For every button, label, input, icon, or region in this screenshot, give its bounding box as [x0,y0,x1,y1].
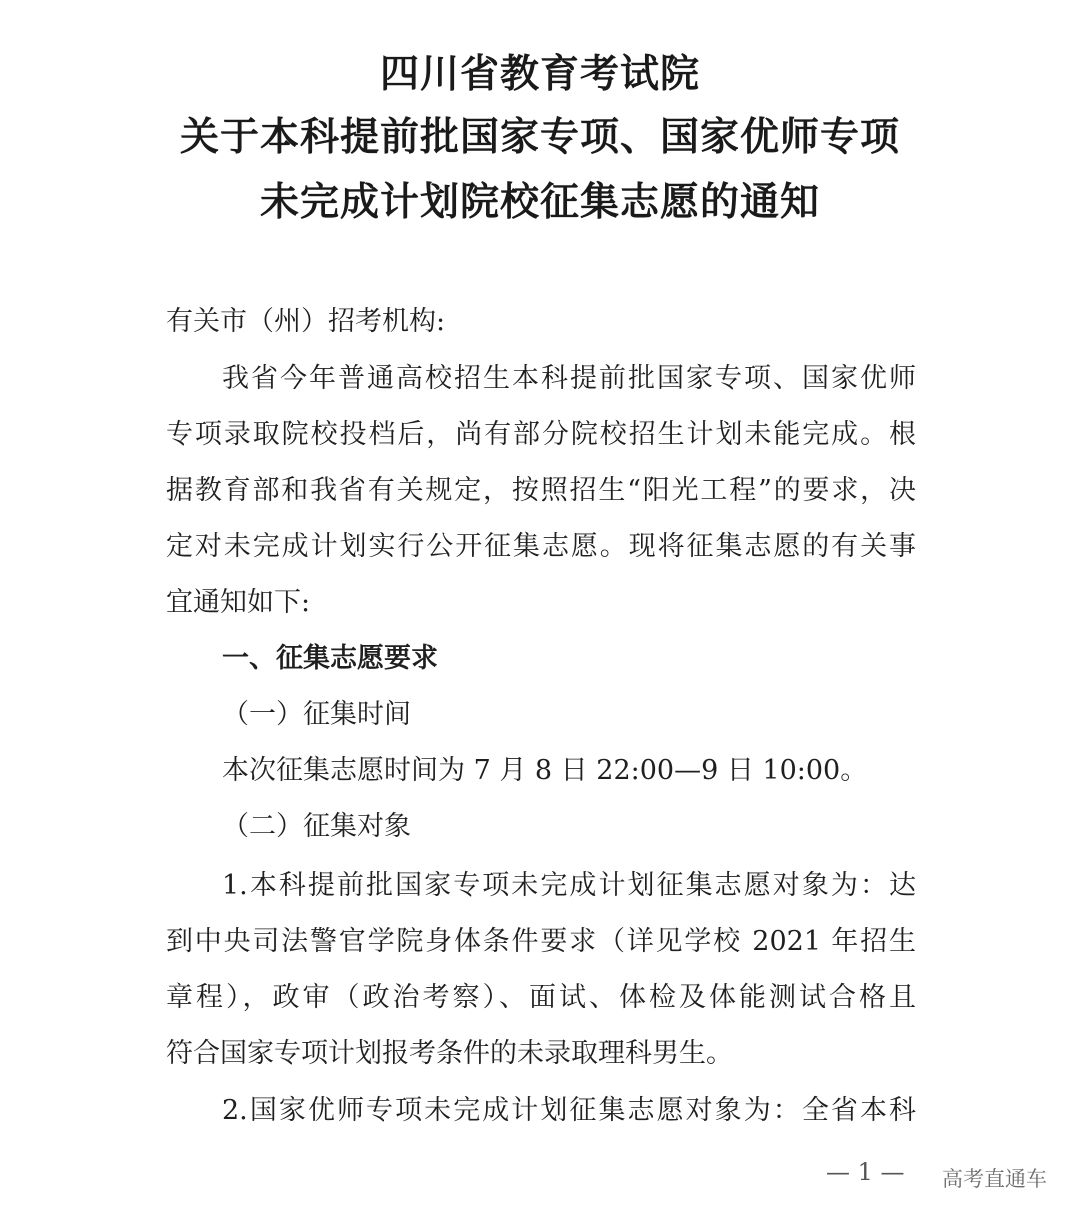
item-line: 符合国家专项计划报考条件的未录取理科男生。 [166,1038,733,1069]
watermark-brand: 高考直通车 [942,1167,1047,1191]
addressee: 有关市（州）招考机构: [166,306,446,337]
page-number: — 1 — [826,1158,905,1186]
intro-line: 定对未完成计划实行公开征集志愿。现将征集志愿的有关事 [166,531,916,562]
title-line-1: 四川省教育考试院 [379,52,700,97]
item-line: 1.本科提前批国家专项未完成计划征集志愿对象为：达 [222,870,916,901]
item-line: 到中央司法警官学院身体条件要求（详见学校 2021 年招生 [166,926,916,957]
title-line-3: 未完成计划院校征集志愿的通知 [259,180,820,225]
section-heading: 一、征集志愿要求 [222,643,438,674]
title-line-2: 关于本科提前批国家专项、国家优师专项 [179,115,900,160]
intro-line: 我省今年普通高校招生本科提前批国家专项、国家优师 [222,363,916,394]
item-line: 章程），政审（政治考察）、面试、体检及体能测试合格且 [166,982,916,1013]
subsection-heading: （二）征集对象 [222,811,411,842]
intro-line: 宜通知如下: [166,587,311,618]
collection-time-text: 本次征集志愿时间为 7 月 8 日 22:00—9 日 10:00。 [222,755,868,786]
intro-line: 据教育部和我省有关规定，按照招生“阳光工程”的要求，决 [166,475,916,506]
intro-line: 专项录取院校投档后，尚有部分院校招生计划未能完成。根 [166,419,916,450]
subsection-heading: （一）征集时间 [222,699,411,730]
item-2-line: 2.国家优师专项未完成计划征集志愿对象为：全省本科 [222,1095,916,1126]
